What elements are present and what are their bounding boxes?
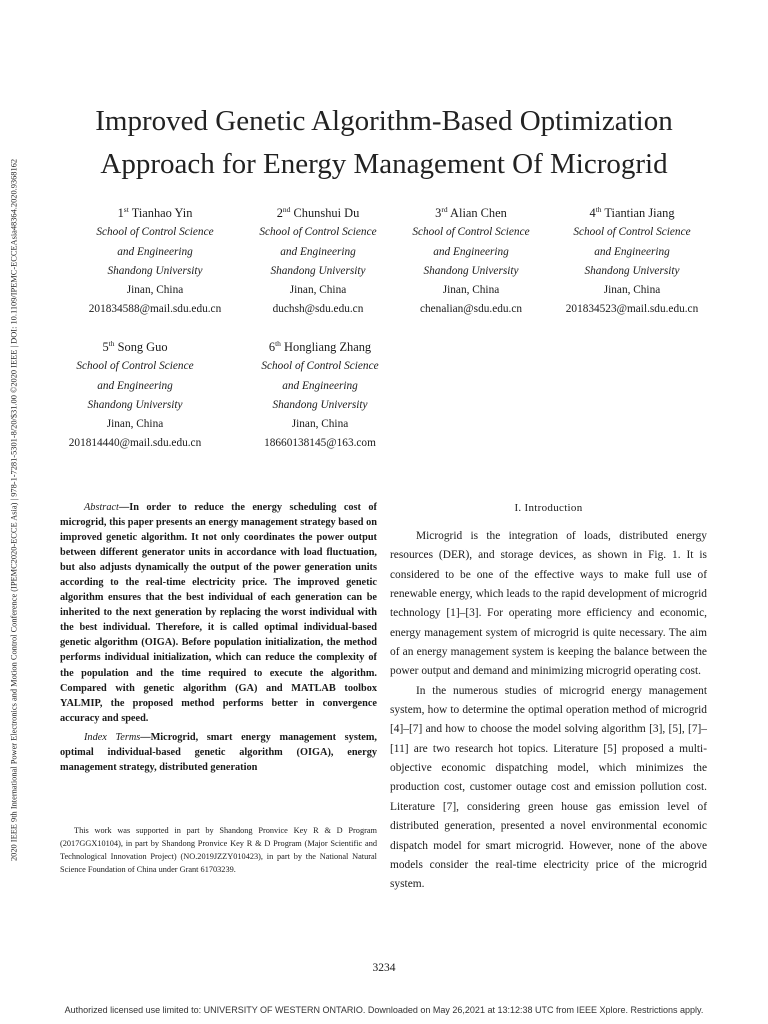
- author-dept-cont: and Engineering: [282, 379, 358, 392]
- author-city: Jinan, China: [603, 284, 661, 297]
- abstract-label: Abstract: [84, 502, 119, 513]
- author-dept-cont: and Engineering: [117, 245, 193, 258]
- author-name: 2nd Chunshui Du: [276, 204, 360, 220]
- sidebar-text: 2020 IEEE 9th International Power Electronics and Motion Control Conference (IPEMC2020-ECCE Asia) | 978-1-7281-5301-8/20/$31.00 ©2020 IEEE | DOI: 10.1109/IPEMC-ECCEAsia48364.2020.9368162: [9, 158, 19, 862]
- author-name: 4th Tiantian Jiang: [589, 204, 675, 220]
- introduction-column: [390, 527, 707, 895]
- index-terms-text: —Microgrid, smart energy management system, optimal individual-based genetic algorithm (OIGA), energy management strategy, distributed generation: [60, 731, 377, 773]
- author-university: Shandong University: [107, 264, 203, 277]
- author-name: 5th Song Guo: [102, 338, 168, 354]
- author-city: Jinan, China: [106, 418, 164, 431]
- author-dept: School of Control Science: [259, 226, 377, 239]
- author-email: 201834523@mail.sdu.edu.cn: [565, 303, 699, 316]
- author-city: Jinan, China: [289, 284, 347, 297]
- title-line-1: Improved Genetic Algorithm-Based Optimization: [95, 105, 673, 137]
- author-block-5: [50, 338, 220, 454]
- page-number: 3234: [372, 962, 396, 974]
- author-dept-cont: and Engineering: [433, 245, 509, 258]
- author-block-6: [235, 338, 405, 454]
- author-university: Shandong University: [423, 264, 519, 277]
- funding-footnote: This work was supported in part by Shandong Pronvice Key R & D Program (2017GGX10104), in part by Shandong Pronvice Key R & D Program (Major Scientific and Technological Innovation Project) (NO.2019JZZY010423), in part by the National Natural Science Foundation of China under Grant 61703239.: [60, 826, 377, 874]
- license-footer: Authorized licensed use limited to: UNIVERSITY OF WESTERN ONTARIO. Downloaded on May 26,2021 at 13:12:38 UTC from IEEE Xplore. Restrictions apply.: [64, 1005, 704, 1015]
- author-email: 201814440@mail.sdu.edu.cn: [68, 437, 202, 450]
- abstract-column: [60, 500, 377, 775]
- section-heading: I. Introduction: [514, 502, 583, 514]
- author-block-2: [233, 204, 403, 320]
- author-block-3: [386, 204, 556, 320]
- author-university: Shandong University: [584, 264, 680, 277]
- author-dept: School of Control Science: [573, 226, 691, 239]
- author-email: 201834588@mail.sdu.edu.cn: [88, 303, 222, 316]
- author-dept-cont: and Engineering: [97, 379, 173, 392]
- intro-paragraph-1: Microgrid is the integration of loads, distributed energy resources (DER), and storage devices, as shown in Fig. 1. It is considered to be one of the effective ways to make full use of renewable energy, which leads to the rapid development of microgrid technology [1]–[3]. For operating more efficiency and economic, energy management system of microgrid is quite necessary. The aim of an energy management system is keeping the balance between the power output and demand and minimizing microgrid operating cost.: [390, 530, 707, 678]
- author-name: 1st Tianhao Yin: [117, 204, 193, 220]
- paper-title: [40, 100, 728, 186]
- author-city: Jinan, China: [291, 418, 349, 431]
- author-city: Jinan, China: [126, 284, 184, 297]
- author-city: Jinan, China: [442, 284, 500, 297]
- author-block-1: [70, 204, 240, 320]
- author-dept: School of Control Science: [412, 226, 530, 239]
- author-email: duchsh@sdu.edu.cn: [272, 303, 364, 316]
- author-dept: School of Control Science: [96, 226, 214, 239]
- abstract-text: —In order to reduce the energy scheduling cost of microgrid, this paper presents an energy management strategy based on improved genetic algorithm. It not only coordinates the power output between different generator units in accordance with load fluctuation, but also adjusts dynamically the output of the power generation units according to the real-time electricity price. The improved genetic algorithm ensures that the best individual of each generation can be inherited to the next generation by replacing the worst individual with the best individual. Therefore, it is called optimal individual-based genetic algorithm (OIGA). Before population initialization, the method performs individual initialization, which can reduce the complexity of the population and the time required to execute the algorithm. Compared with genetic algorithm (GA) and MATLAB toolbox YALMIP, the proposed method performs better in convergence accuracy and speed.: [60, 502, 377, 724]
- doi-sidebar: [4, 100, 24, 920]
- abstract-paragraph: [60, 500, 377, 726]
- author-name: 6th Hongliang Zhang: [268, 338, 372, 354]
- author-dept: School of Control Science: [76, 360, 194, 373]
- author-email: chenalian@sdu.edu.cn: [420, 303, 522, 316]
- author-dept-cont: and Engineering: [594, 245, 670, 258]
- index-terms-label: Index Terms: [84, 731, 141, 743]
- intro-paragraph-2: In the numerous studies of microgrid energy management system, how to determine the optimal operation method of microgrid [4]–[7] and how to choose the model solving algorithm [3], [5], [7]–[11] are two research hot topics. Literature [5] proposed a multi-objective economic dispatching model, which minimizes the production cost, customer outage cost and emission pollution cost. Literature [7], considering green house gas emission level of distributed generation, presented a novel environmental economic dispatch model for smart microgrid. However, none of the above models consider the real-time electricity price of the microgrid system.: [390, 684, 707, 891]
- author-dept-cont: and Engineering: [280, 245, 356, 258]
- author-block-4: [547, 204, 717, 320]
- author-name: 3rd Alian Chen: [435, 204, 507, 220]
- index-terms-paragraph: [60, 730, 377, 775]
- author-dept: School of Control Science: [261, 360, 379, 373]
- author-university: Shandong University: [270, 264, 366, 277]
- author-university: Shandong University: [272, 398, 368, 411]
- author-email: 18660138145@163.com: [264, 437, 376, 450]
- author-university: Shandong University: [87, 398, 183, 411]
- title-line-2: Approach for Energy Management Of Microgrid: [100, 148, 668, 180]
